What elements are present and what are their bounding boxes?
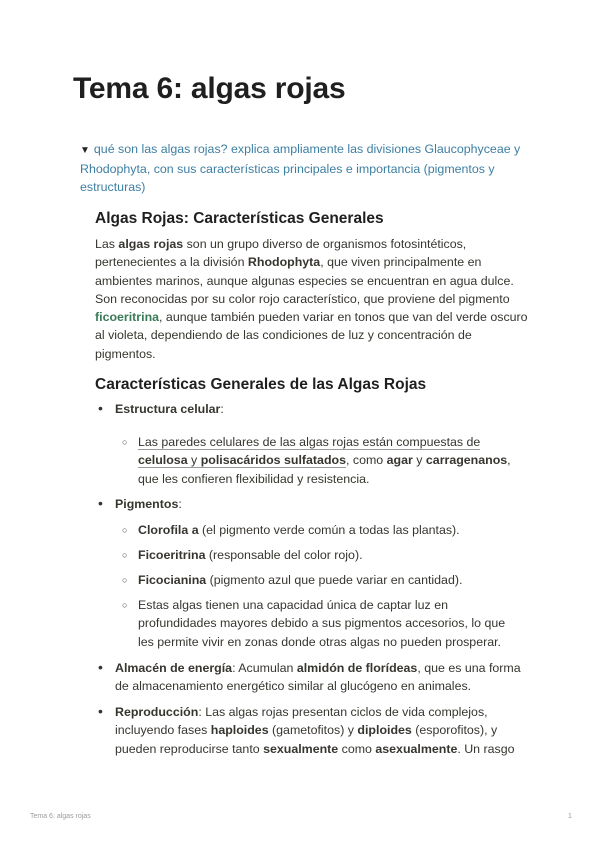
toggle-text: qué son las algas rojas? explica ampliamente las divisiones Glaucophyceae y Rhodophyta, con sus características principales e importancia (pigmentos y estructuras) <box>80 142 521 194</box>
bold-text: agar <box>386 453 413 468</box>
bold-text: Almacén de energía <box>115 661 233 675</box>
bold-text: Rhodophyta <box>247 255 321 270</box>
sub-list-item <box>138 571 523 589</box>
bold-text: Ficocianina <box>138 573 207 587</box>
text: (gametofitos) y <box>268 723 358 738</box>
bold-text: almidón de florídeas <box>296 661 418 675</box>
sub-list-item <box>138 546 523 564</box>
highlight-text: ficoeritrina <box>95 310 160 325</box>
text: (responsable del color rojo). <box>205 548 363 562</box>
bold-text: haploides <box>210 723 269 738</box>
bold-text: diploides <box>357 723 412 738</box>
sub-list-item <box>138 433 523 488</box>
text: (pigmento azul que puede variar en cantidad). <box>206 573 463 587</box>
text: . Un rasgo <box>457 741 515 756</box>
text: , que es una forma de almacenamiento energético similar al glucógeno en animales. <box>115 661 521 694</box>
text: Las <box>95 237 119 251</box>
footer-title: Tema 6: algas rojas <box>30 813 91 820</box>
sub-list-item: ○ Estas algas tienen una capacidad única de captar luz en profundidades mayores debido a sus pigmentos accesorios, lo que les permite vivir en zonas donde otras algas no pueden prosperar. <box>138 596 523 651</box>
list-item-pigmentos <box>115 495 535 513</box>
bold-text: carragenanos <box>425 453 508 468</box>
text: , como <box>345 453 387 468</box>
list-item-reproduccion <box>115 703 535 758</box>
bold-text: Pigmentos <box>115 497 179 511</box>
toggle-block[interactable] <box>80 140 540 196</box>
page-title: Tema 6: algas rojas <box>73 72 346 105</box>
text: (esporofitos), y pueden reproducirse tanto <box>115 723 498 756</box>
bold-text: Clorofila a <box>138 523 199 537</box>
section-heading-2: Características Generales de las Algas Rojas <box>95 376 427 393</box>
text: , que les confieren flexibilidad y resistencia. <box>138 453 511 486</box>
text: , aunque también pueden variar en tonos que van del verde oscuro al violeta, dependiendo de las condiciones de luz y concentración de pigmentos. <box>95 310 528 361</box>
text: , que viven principalmente en ambientes marinos, aunque algunas especies se encuentran en agua dulce. Son reconocidas por su color rojo característico, que proviene del pigmento <box>95 255 514 306</box>
bold-text: polisacáridos sulfatados <box>200 453 346 468</box>
bold-text: algas rojas <box>118 237 184 251</box>
underlined-text: y <box>187 453 201 468</box>
bold-text: celulosa <box>138 453 188 468</box>
list-item-estructura <box>115 400 535 418</box>
footer-page-number: 1 <box>568 813 572 820</box>
text: como <box>338 741 376 756</box>
bold-text: asexualmente <box>375 741 458 756</box>
text: y <box>412 453 426 468</box>
intro-paragraph <box>95 235 535 363</box>
text: : Las algas rojas presentan ciclos de vida complejos, incluyendo fases <box>115 705 488 738</box>
list-item-almacen <box>115 659 535 696</box>
text: : <box>178 497 182 511</box>
sub-list-item <box>138 521 523 539</box>
bold-text: Ficoeritrina <box>138 548 206 562</box>
text: son un grupo diverso de organismos fotosintéticos, pertenecientes a la división <box>95 237 467 270</box>
text: : <box>220 402 224 416</box>
text: : Acumulan <box>232 661 297 675</box>
bold-text: sexualmente <box>263 741 339 756</box>
bold-text: Reproducción <box>115 705 199 719</box>
bold-text: Estructura celular <box>115 402 221 416</box>
underlined-text: Las paredes celulares de las algas rojas están compuestas de <box>138 435 481 449</box>
toggle-triangle-icon[interactable]: ▼ <box>80 145 90 156</box>
text: (el pigmento verde común a todas las plantas). <box>198 523 460 537</box>
section-heading-1: Algas Rojas: Características Generales <box>95 210 384 227</box>
